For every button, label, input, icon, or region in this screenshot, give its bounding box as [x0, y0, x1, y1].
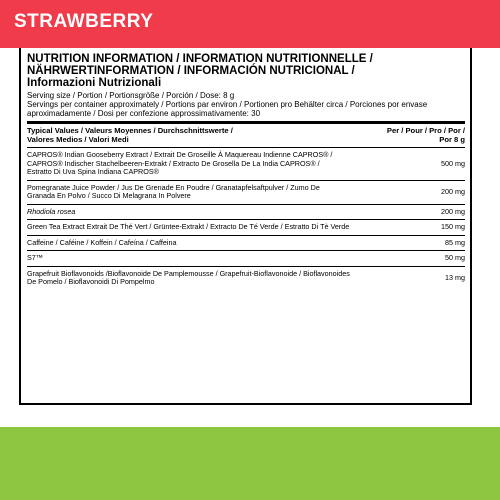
heading-line-2: NÄHRWERTINFORMATION / INFORMACIÓN NUTRICIONAL /: [27, 65, 355, 77]
nutrient-name-line: Caffeine / Caféine / Koffein / Cafeína / Caffeina: [27, 237, 177, 247]
nutrient-name: [27, 151, 412, 177]
nutrition-panel: [19, 48, 472, 405]
nutrient-amount: 13 mg: [445, 272, 465, 282]
servings-per-container-2: aproximadamente / Dosi per confezione approssimativamente: 30: [27, 109, 261, 118]
flavor-banner: [0, 0, 500, 48]
servings-per-container-1: Servings per container approximately / Portions par environ / Portionen pro Behälter circa / Porciones por envase: [27, 100, 428, 109]
table-row: [27, 267, 465, 290]
typical-values-line-1: Typical Values / Valeurs Moyennes / Durchschnittswerte /: [27, 126, 233, 135]
per-line-1: Per / Pour / Pro / Por /: [386, 126, 465, 135]
nutrient-amount: 500 mg: [441, 158, 465, 168]
nutrient-name-line: Estratto Di Uva Spina Indiana CAPROS®: [27, 167, 159, 176]
typical-values-header: [27, 127, 387, 144]
nutrient-name: [27, 223, 412, 232]
nutrient-name-line: S7™: [27, 253, 43, 262]
nutrient-amount: 200 mg: [441, 206, 465, 216]
nutrient-name-line: Granada En Polvo / Succo Di Melagrana In Polvere: [27, 191, 191, 200]
table-row: [27, 236, 465, 251]
nutrient-name: [27, 270, 412, 287]
nutrient-amount: 150 mg: [441, 222, 465, 231]
heading-line-3: Informazioni Nutrizionali: [27, 77, 162, 89]
nutrient-amount: 200 mg: [441, 186, 465, 196]
nutrient-amount: 85 mg: [445, 237, 465, 247]
table-row: [27, 220, 465, 235]
table-header: [27, 124, 465, 147]
serving-size: Serving size / Portion / Portionsgröße / Porción / Dose: 8 g: [27, 91, 235, 100]
nutrient-name-line: De Pomelo / Bioflavonoidi Di Pompelmo: [27, 277, 155, 286]
table-row: [27, 205, 465, 220]
nutrient-name-line: Pomegranate Juice Powder / Jus De Grenade En Poudre / Granatapfelsaftpulver / Zumo De: [27, 182, 320, 192]
nutrient-name: [27, 208, 412, 217]
per-serving-header: [387, 127, 465, 144]
nutrient-name: [27, 254, 412, 263]
nutrient-name-line: Grapefruit Bioflavonoids /Bioflavonoide De Pamplemousse / Grapefruit-Bioflavonoide / Bioflavonoides: [27, 268, 350, 278]
nutrient-name-line: Rhodiola rosea: [27, 206, 76, 216]
serving-info: [27, 91, 465, 118]
nutrition-heading: [27, 53, 465, 89]
table-row: [27, 181, 465, 204]
per-line-2: Por 8 g: [439, 134, 465, 144]
nutrient-name: [27, 239, 412, 248]
nutrient-name: [27, 184, 412, 201]
heading-line-1: NUTRITION INFORMATION / INFORMATION NUTRITIONNELLE /: [27, 53, 373, 65]
nutrient-name-line: Green Tea Extract Extrait De Thé Vert / Grüntee-Extrakt / Extracto De Té Verde / Estratto Di Tè Verde: [27, 222, 350, 231]
bottom-color-band: [0, 427, 500, 500]
flavor-title: STRAWBERRY: [14, 11, 154, 32]
nutrient-name-line: CAPROS® Indian Gooseberry Extract / Extrait De Groseille À Maquereau Indienne CAPROS® /: [27, 150, 333, 159]
nutrient-rows: [27, 147, 465, 290]
nutrient-name-line: CAPROS® Indischer Stachelbeeren-Extrakt / Extracto De Grosella De La India CAPROS® /: [27, 158, 320, 168]
nutrient-amount: 50 mg: [445, 253, 465, 262]
table-row: [27, 251, 465, 266]
table-row: [27, 148, 465, 180]
typical-values-line-2: Valores Medios / Valori Medi: [27, 134, 129, 144]
